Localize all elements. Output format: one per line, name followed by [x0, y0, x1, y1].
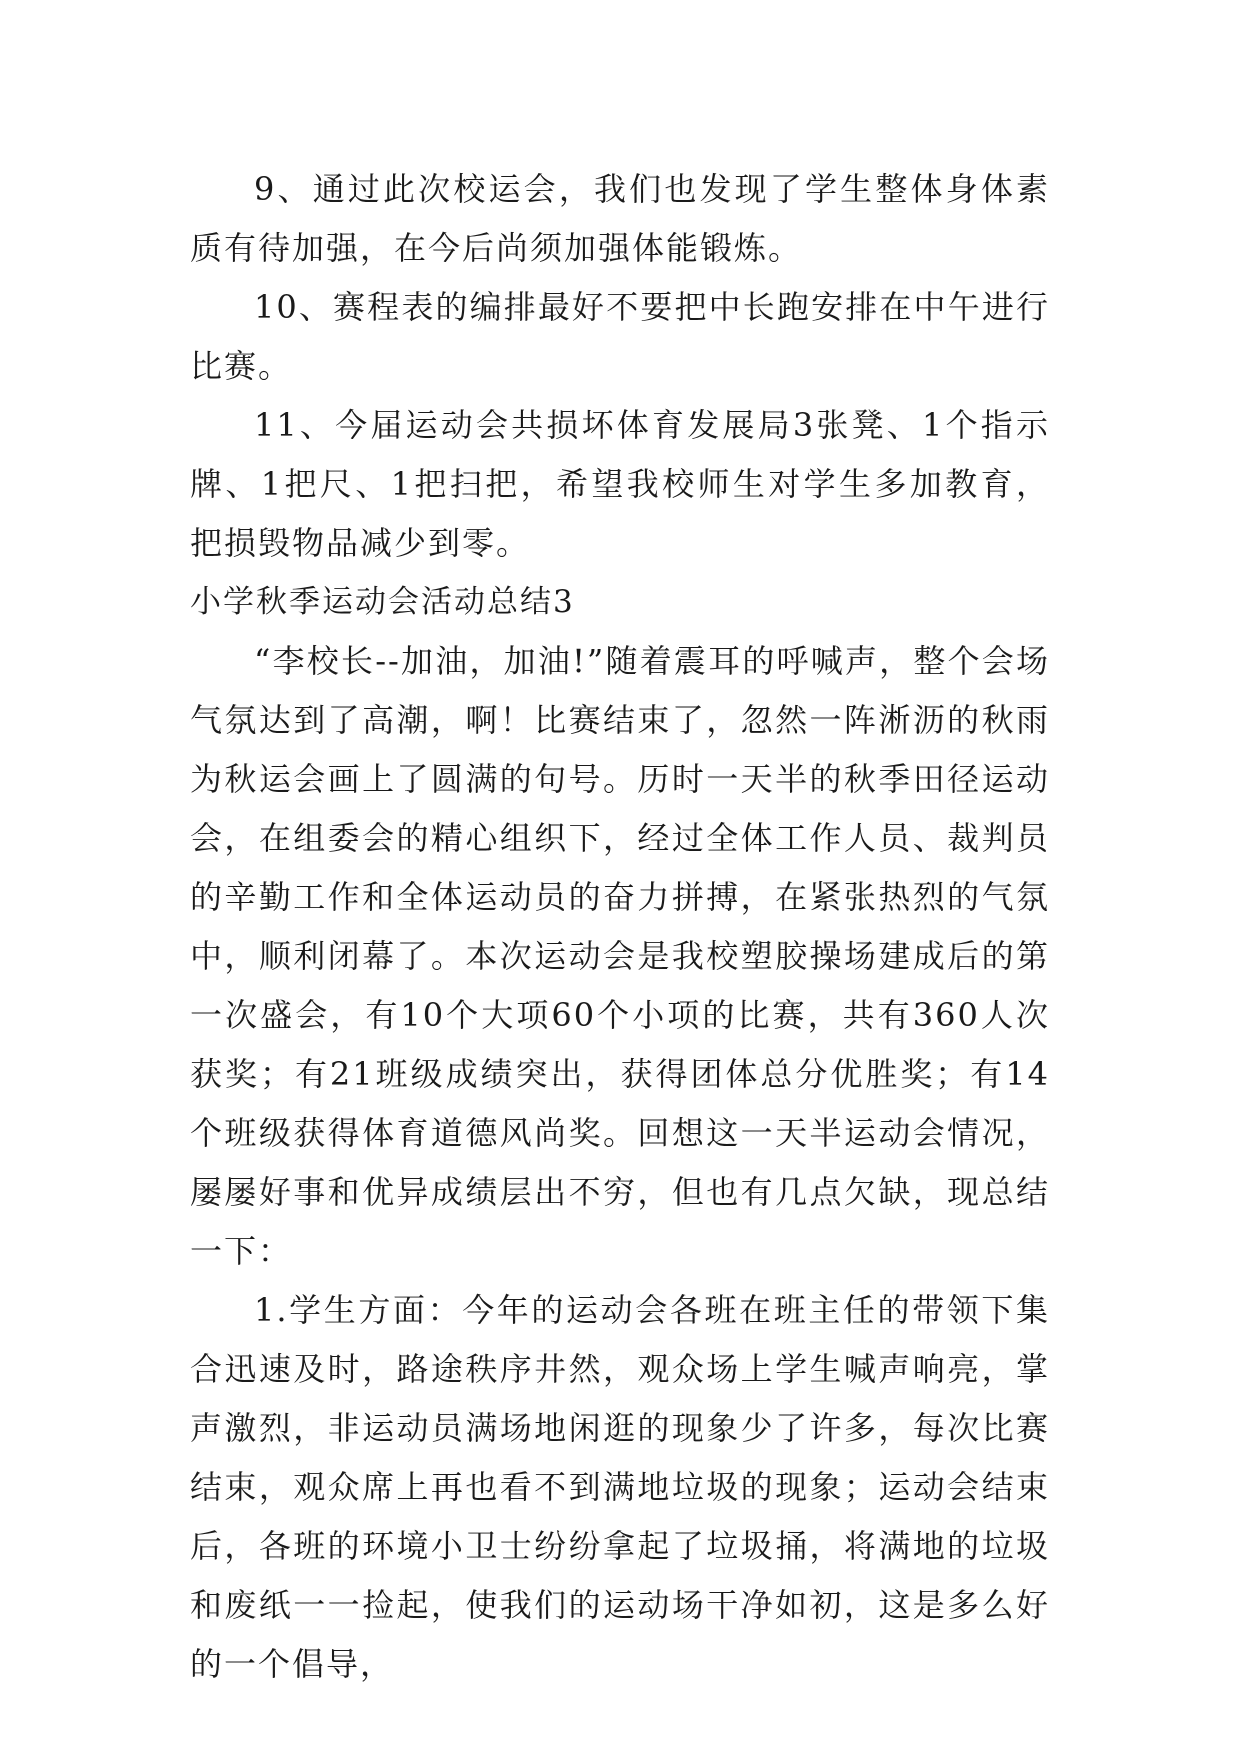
- section-title: 小学秋季运动会活动总结3: [190, 584, 575, 620]
- paragraph-item-11: 11、今届运动会共损坏体育发展局3张凳、1个指示牌、1把尺、1把扫把，希望我校师生对学生多加教育，把损毁物品减少到零。: [190, 406, 1050, 562]
- document-body: [190, 160, 1050, 1694]
- paragraph-item-9: 9、通过此次校运会，我们也发现了学生整体身体素质有待加强，在今后尚须加强体能锻炼。: [190, 170, 1050, 267]
- paragraph-item-10: 10、赛程表的编排最好不要把中长跑安排在中午进行比赛。: [190, 288, 1050, 385]
- student-aspect-paragraph: 1.学生方面：今年的运动会各班在班主任的带领下集合迅速及时，路途秩序井然，观众场上学生喊声响亮，掌声激烈，非运动员满场地闲逛的现象少了许多，每次比赛结束，观众席上再也看不到满地垃圾的现象；运动会结束后，各班的环境小卫士纷纷拿起了垃圾捅，将满地的垃圾和废纸一一捡起，使我们的运动场干净如初，这是多么好的一个倡导，: [190, 1291, 1050, 1683]
- section-intro-paragraph: “李校长--加油，加油!”随着震耳的呼喊声，整个会场气氛达到了高潮，啊！比赛结束了，忽然一阵淅沥的秋雨为秋运会画上了圆满的句号。历时一天半的秋季田径运动会，在组委会的精心组织下，经过全体工作人员、裁判员的辛勤工作和全体运动员的奋力拼搏，在紧张热烈的气氛中，顺利闭幕了。本次运动会是我校塑胶操场建成后的第一次盛会，有10个大项60个小项的比赛，共有360人次获奖；有21班级成绩突出，获得团体总分优胜奖；有14个班级获得体育道德风尚奖。回想这一天半运动会情况，屡屡好事和优异成绩层出不穷，但也有几点欠缺，现总结一下：: [190, 642, 1050, 1270]
